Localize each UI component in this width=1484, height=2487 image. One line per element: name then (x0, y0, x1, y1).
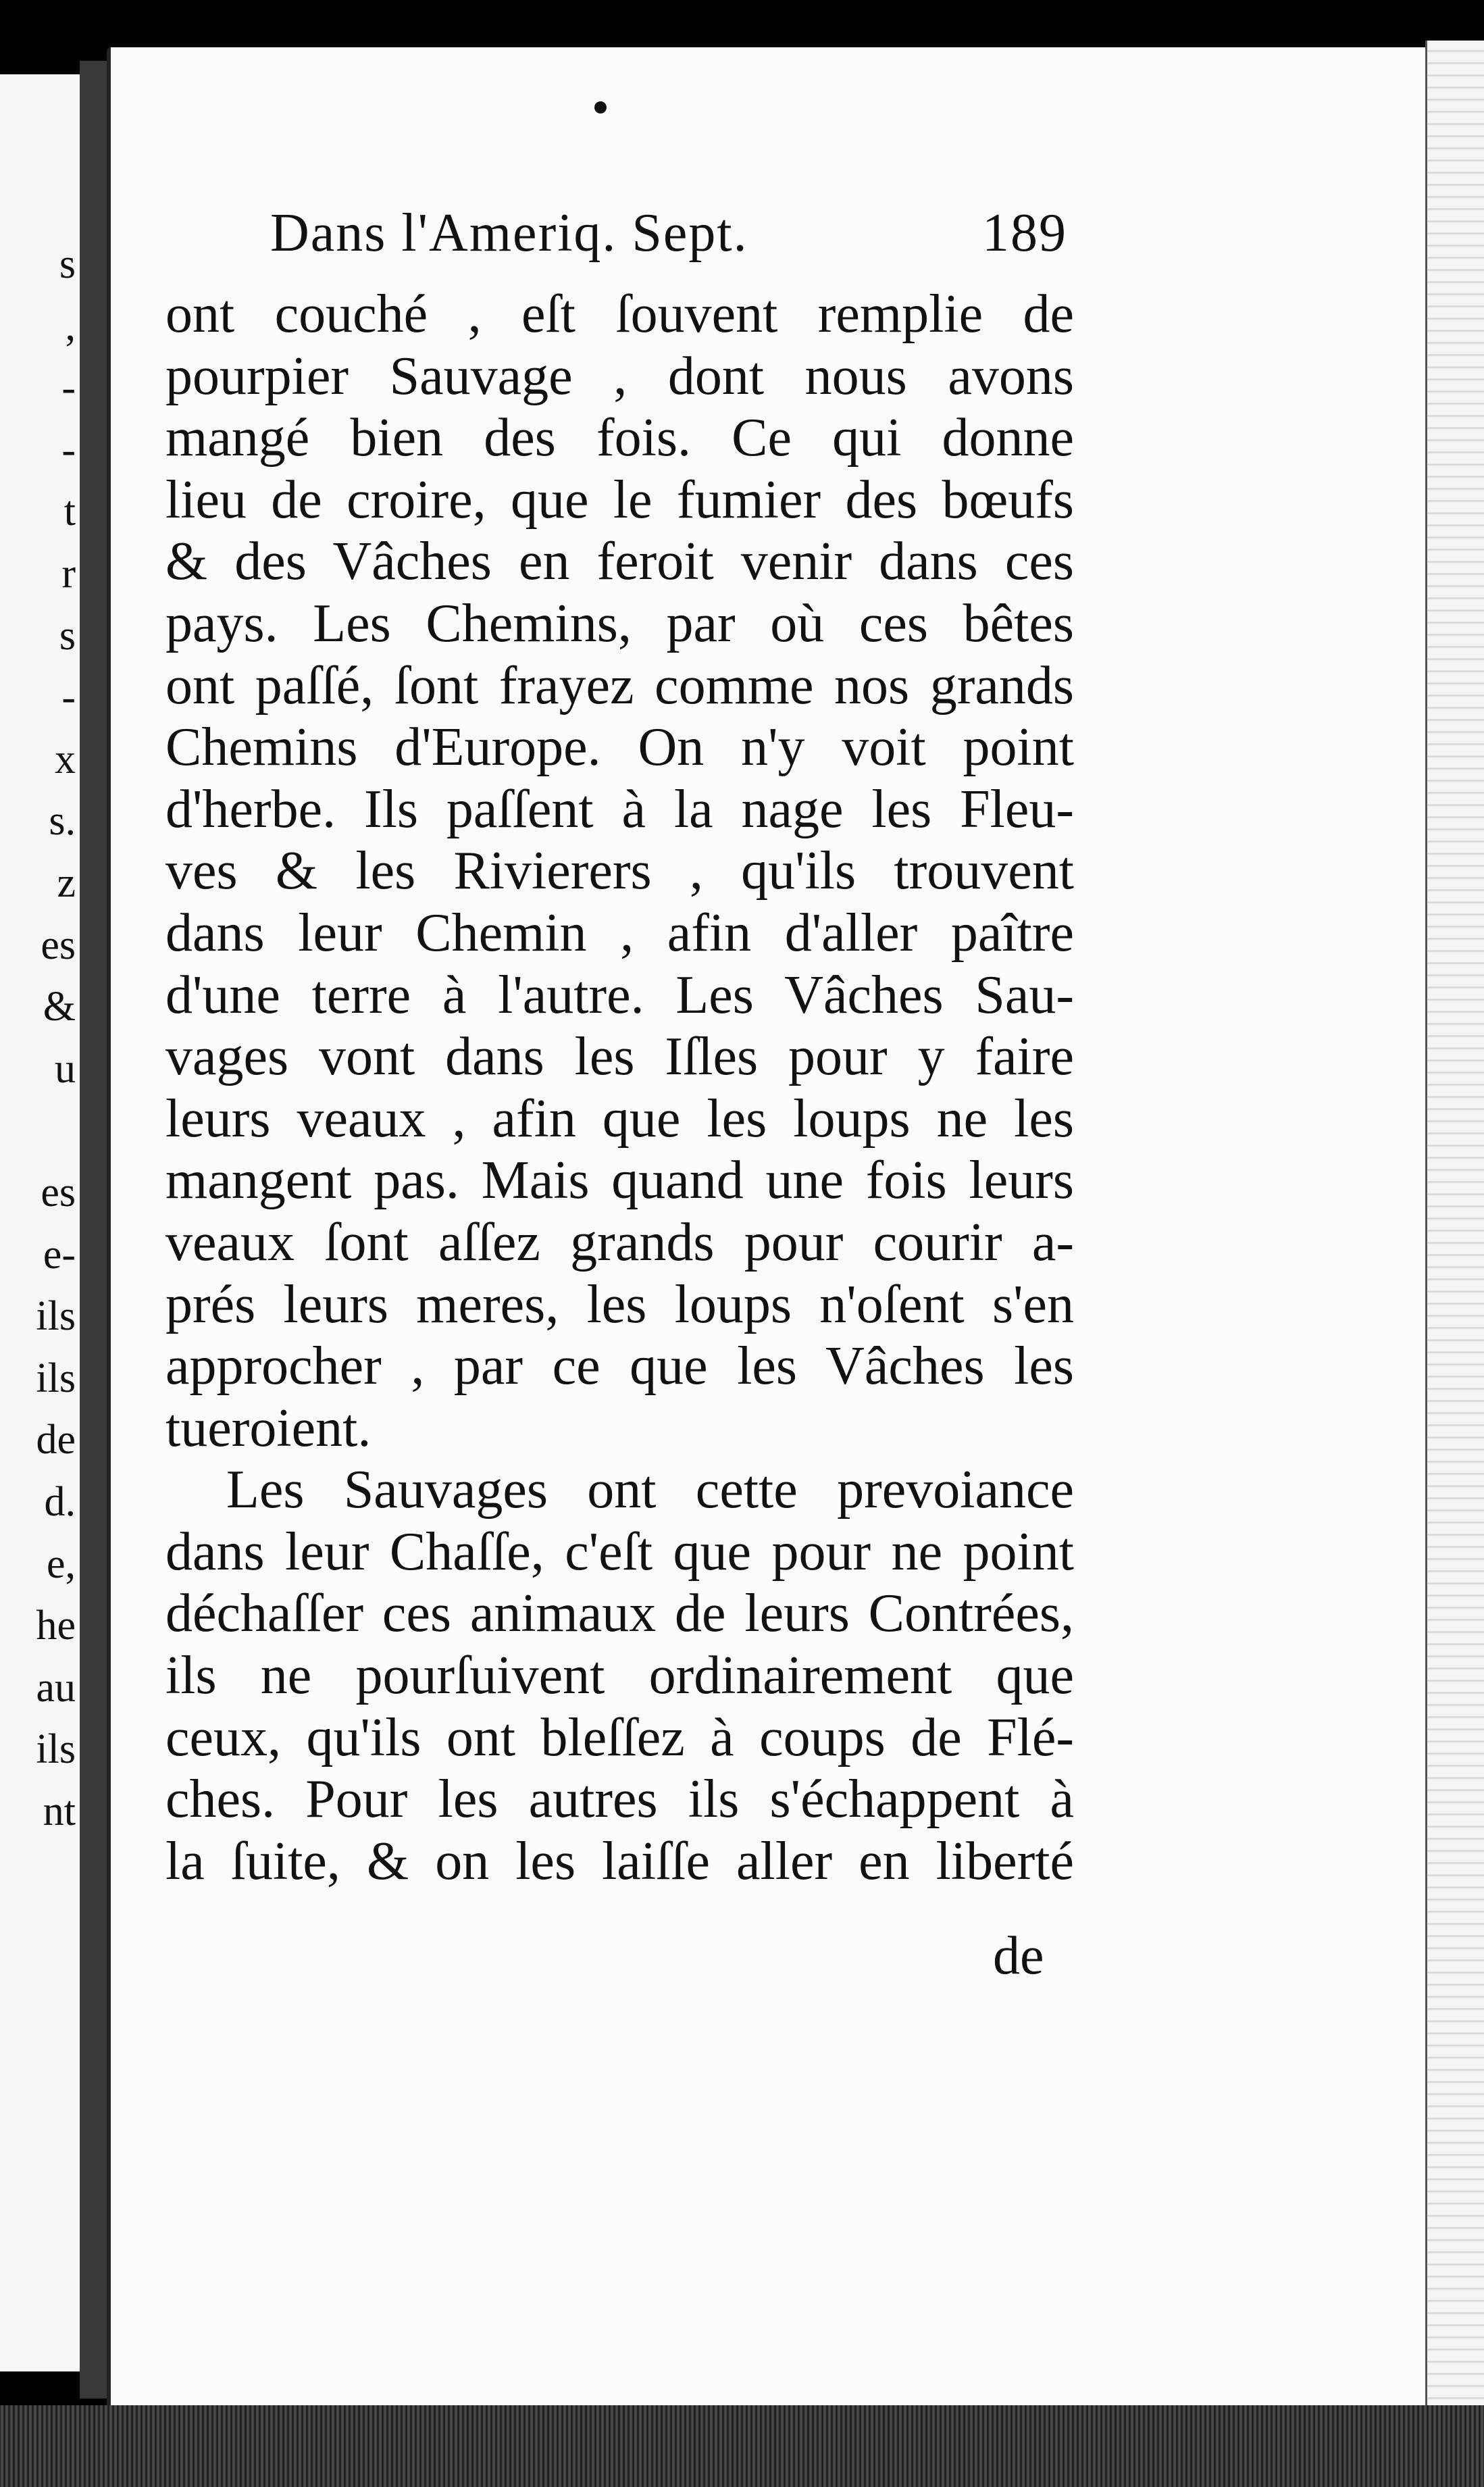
text-line: mangé bien des fois. Ce qui donne (165, 408, 1074, 468)
facing-page-fragment: z (57, 860, 76, 906)
facing-page-fragment: r (61, 551, 76, 597)
scan-bottom-edge (0, 2405, 1484, 2487)
text-line: ves & les Rivierers , qu'ils trouvent (165, 841, 1074, 901)
facing-page-fragment: x (55, 736, 76, 782)
text-line: dans leur Chemin , afin d'aller paître (165, 903, 1074, 963)
text-line: déchaſſer ces animaux de leurs Contrées, (165, 1584, 1074, 1644)
facing-page-fragment: d. (44, 1479, 76, 1525)
facing-page-fragment: - (61, 365, 76, 411)
facing-page-fragment: - (61, 674, 76, 721)
facing-page-fragment: & (43, 984, 76, 1030)
book-gutter (80, 61, 107, 2398)
text-line: prés leurs meres, les loups n'oſent s'en (165, 1274, 1074, 1334)
facing-page-fragment: au (36, 1664, 76, 1711)
facing-page-fragment: he (36, 1603, 76, 1649)
text-line: dans leur Chaſſe, c'eſt que pour ne point (165, 1522, 1074, 1582)
text-line: vages vont dans les Iſles pour y faire (165, 1027, 1074, 1087)
facing-page-fragment: es (41, 1170, 76, 1215)
text-line: lieu de croire, que le fumier des bœufs (165, 470, 1074, 530)
body-text (165, 284, 1074, 1892)
printers-mark (594, 101, 607, 114)
page-edge-stack (1425, 41, 1484, 2446)
facing-page-fragment: e- (43, 1231, 76, 1278)
facing-page-fragment: nt (43, 1788, 76, 1834)
catchword: de (993, 1926, 1044, 1986)
text-line: pourpier Sauvage , dont nous avons (165, 346, 1074, 406)
text-line: approcher , par ce que les Vâches les (165, 1336, 1074, 1397)
facing-page-fragment: s. (49, 798, 76, 845)
text-line: Chemins d'Europe. On n'y voit point (165, 718, 1074, 778)
text-line: ches. Pour les autres ils s'échappent à (165, 1769, 1074, 1830)
facing-page-fragment: u (55, 1045, 76, 1092)
facing-page-fragment: de (36, 1417, 76, 1463)
facing-page-fragment: e, (46, 1540, 76, 1587)
text-line: & des Vâches en feroit venir dans ces (165, 532, 1074, 592)
running-head (270, 203, 1067, 264)
facing-page-fragment: ils (36, 1726, 76, 1773)
text-line: ont couché , eſt ſouvent remplie de (165, 284, 1074, 344)
running-head-title: Dans l'Ameriq. Sept. (270, 203, 748, 263)
text-line: Les Sauvages ont cette prevoiance (226, 1460, 1074, 1520)
text-line: d'une terre à l'autre. Les Vâches Sau- (165, 965, 1074, 1025)
text-line: d'herbe. Ils paſſent à la nage les Fleu- (165, 779, 1074, 839)
facing-page-edge (0, 74, 84, 2371)
text-line: la ſuite, & on les laiſſe aller en liberté (165, 1831, 1074, 1891)
text-line: ont paſſé, ſont frayez comme nos grands (165, 655, 1074, 715)
text-line: pays. Les Chemins, par où ces bêtes (165, 593, 1074, 653)
page-number: 189 (982, 203, 1067, 263)
facing-page-fragment: s (59, 612, 76, 659)
facing-page-fragment: , (65, 303, 76, 349)
facing-page-fragment: ils (36, 1293, 76, 1340)
text-line: ceux, qu'ils ont bleſſez à coups de Flé- (165, 1707, 1074, 1767)
facing-page-fragment: t (63, 488, 76, 535)
text-line: veaux ſont aſſez grands pour courir a- (165, 1212, 1074, 1272)
text-line: tueroient. (165, 1398, 372, 1458)
facing-page-fragment: ils (36, 1355, 76, 1401)
facing-page-fragment: - (61, 426, 76, 473)
text-line: leurs veaux , afin que les loups ne les (165, 1088, 1074, 1149)
text-line: ils ne pourſuivent ordinairement que (165, 1646, 1074, 1706)
facing-page-fragment: es (41, 922, 76, 968)
text-line: mangent pas. Mais quand une fois leurs (165, 1151, 1074, 1211)
facing-page-fragment: s (59, 241, 76, 287)
